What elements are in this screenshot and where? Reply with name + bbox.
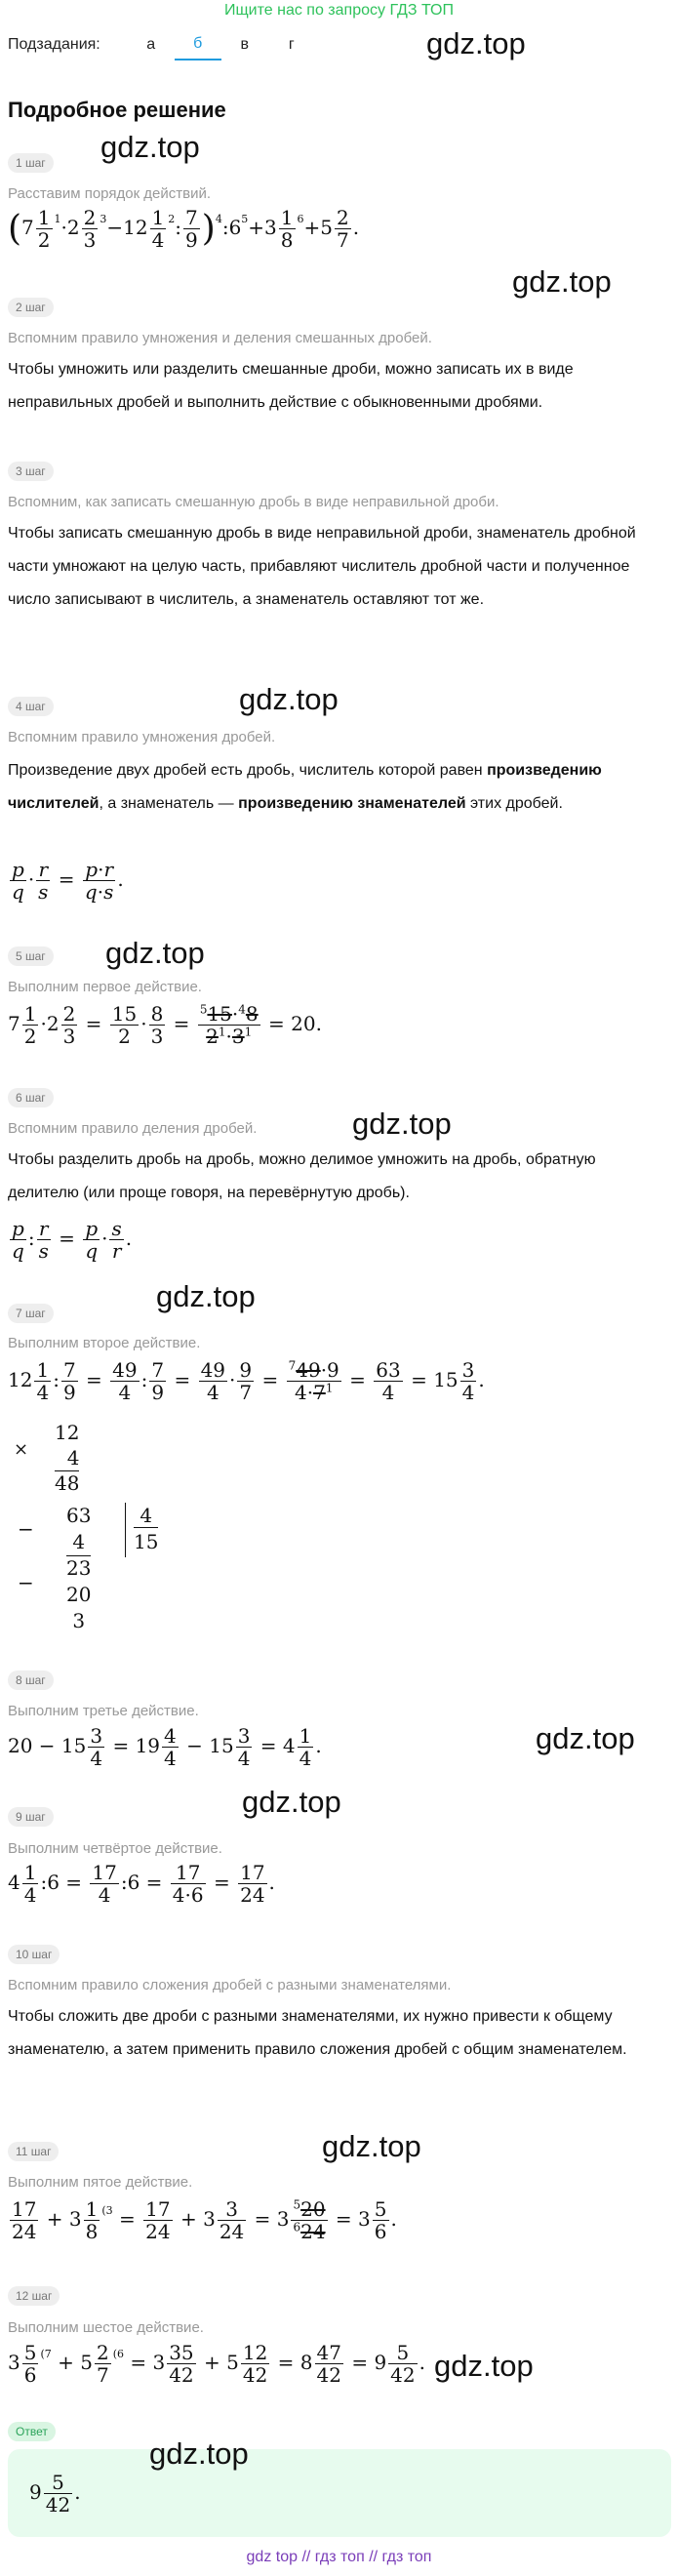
watermark: gdz.top [242, 1785, 341, 1819]
search-promo-link[interactable]: Ищите нас по запросу ГДЗ ТОП [224, 2, 454, 19]
step-note: Выполним второе действие. [8, 1335, 201, 1351]
watermark: gdz.top [156, 1279, 256, 1313]
footer-links[interactable]: gdz top // гдз топ // гдз топ [246, 2549, 432, 2565]
watermark: gdz.top [105, 936, 205, 970]
rule-text-part: , а знаменатель — [99, 795, 239, 812]
watermark: gdz.top [149, 2436, 249, 2471]
step-1-expression: (7 $\frac{1}{2}$ $^1$·2 $\frac{2}{3}$ $^3$−12 $\frac{1}{4}$ $^2$: $\frac{7}{9}$ )$^4:6^5+3$ $\frac{1}{8}$ $^6$+5 $\frac{2}{7}$ . [8, 206, 360, 252]
rule-text [8, 754, 661, 821]
step-badge: 6 шаг [8, 1088, 54, 1107]
rule-text: Чтобы сложить две дроби с разными знаменателями, их нужно привести к общему знаменателю, а затем применить правило сложения дробей с общим знаменателем. [8, 2008, 627, 2058]
formula-divide: $\frac{p}{q}$ : $\frac{r}{s}$ = $\frac{p}{q}$ · $\frac{s}{r}$ . [12, 1217, 133, 1263]
step-badge: 8 шаг [8, 1670, 54, 1690]
step-note: Вспомним правило умножения дробей. [8, 729, 276, 745]
answer-box [8, 2449, 671, 2537]
step-badge: 10 шаг [8, 1945, 60, 1964]
answer-badge: Ответ [8, 2422, 56, 2441]
minus-sign: − [18, 1571, 34, 1594]
rule-text: Чтобы записать смешанную дробь в виде неправильной дроби, знаменатель дробной части умножают на целую часть, прибавляют числитель дробной части и полученное число записывают в числитель, а знаменатель оставляют тот же. [8, 525, 636, 608]
step-badge: 7 шаг [8, 1304, 54, 1323]
tab-v[interactable]: в [240, 36, 249, 53]
watermark: gdz.top [434, 2349, 534, 2383]
rule-text: Чтобы умножить или разделить смешанные дроби, можно записать их в виде неправильных дробей и выполнить действие с обыкновенными дробями. [8, 361, 574, 411]
tab-a[interactable]: а [146, 36, 156, 53]
formula-multiply: $\frac{p}{q}$ · $\frac{r}{s}$ = $\frac{p\cdot r}{q\cdot s}$ . [12, 858, 124, 904]
step-note: Выполним шестое действие. [8, 2319, 204, 2336]
answer-value: 9 $\frac{5}{42}$ . [29, 2471, 81, 2516]
step-5-expression: 7 $\frac{1}{2}$ ·2 $\frac{2}{3}$ = $\frac{15}{2}$ · $\frac{8}{3}$ = $\frac{^515\cdot^48}{2^1\cdot 3^1}$ = 20. [8, 1002, 322, 1048]
column-multiplication: 12 4 48 [55, 1421, 80, 1495]
watermark: gdz.top [100, 130, 200, 164]
step-note: Вспомним правило умножения и деления смешанных дробей. [8, 330, 432, 346]
rule-text-part: этих дробей. [465, 795, 563, 812]
minus-sign: − [18, 1517, 34, 1541]
step-note: Выполним третье действие. [8, 1703, 199, 1719]
step-badge: 4 шаг [8, 697, 54, 716]
rule-text: Чтобы разделить дробь на дробь, можно делимое умножить на дробь, обратную делителю (или проще говоря, на перевёрнутую дробь). [8, 1151, 596, 1201]
step-badge: 1 шаг [8, 153, 54, 173]
step-note: Вспомним правило деления дробей. [8, 1120, 258, 1137]
rule-text-part: Произведение двух дробей есть дробь, числитель которой равен [8, 762, 488, 779]
step-badge: 11 шаг [8, 2142, 59, 2161]
watermark: gdz.top [512, 264, 612, 299]
step-note: Вспомним правило сложения дробей с разными знаменателями. [8, 1977, 452, 1993]
watermark: gdz.top [536, 1721, 635, 1755]
step-note: Расставим порядок действий. [8, 185, 212, 202]
step-badge: 5 шаг [8, 946, 54, 966]
step-badge: 9 шаг [8, 1807, 54, 1827]
watermark: gdz.top [239, 682, 339, 716]
step-badge: 12 шаг [8, 2286, 60, 2306]
step-note: Вспомним, как записать смешанную дробь в виде неправильной дроби. [8, 494, 499, 510]
tab-g[interactable]: г [288, 36, 295, 53]
times-sign: × [14, 1439, 29, 1460]
step-7-expression: 12 $\frac{1}{4}$ : $\frac{7}{9}$ = $\frac{49}{4}$ : $\frac{7}{9}$ = $\frac{49}{4}$ · $\frac{9}{7}$ = $\frac{^749\cdot 9}{4\cdot 7^1}$ = $\frac{63}{4}$ = 15 $\frac{3}{4}$ . [8, 1358, 485, 1404]
page-title: Подробное решение [8, 98, 226, 122]
subtasks-label: Подзадания: [8, 36, 100, 53]
division-divisor: 4 15 [125, 1503, 158, 1557]
step-badge: 2 шаг [8, 298, 54, 317]
rule-bold: произведению числителей [8, 762, 602, 812]
subtasks-bar [8, 27, 315, 62]
step-12-expression: 3 $\frac{5}{6}$ $^{(7}$ + 5 $\frac{2}{7}$ $^{(6}$ = 3 $\frac{35}{42}$ + 5 $\frac{12}{42}$ = 8 $\frac{47}{42}$ = 9 $\frac{5}{42}$ . [8, 2341, 425, 2387]
step-11-expression: $\frac{17}{24}$ + 3 $\frac{1}{8}$ $^{(3}$ = $\frac{17}{24}$ + 3 $\frac{3}{24}$ = 3 $\frac{^520}{^624}$ = 3 $\frac{5}{6}$ . [12, 2197, 397, 2243]
tab-b[interactable]: б [175, 29, 221, 60]
step-8-expression: 20 − 15 $\frac{3}{4}$ = 19 $\frac{4}{4}$ − 15 $\frac{3}{4}$ = 4 $\frac{1}{4}$ . [8, 1724, 322, 1770]
step-note: Выполним четвёртое действие. [8, 1840, 222, 1857]
watermark: gdz.top [322, 2129, 421, 2163]
column-division: 63 4 23 20 3 [66, 1504, 92, 1632]
step-badge: 3 шаг [8, 462, 54, 481]
step-note: Выполним первое действие. [8, 979, 202, 995]
watermark: gdz.top [426, 26, 526, 60]
rule-bold: произведению знаменателей [238, 795, 466, 812]
watermark: gdz.top [352, 1107, 452, 1141]
step-9-expression: 4 $\frac{1}{4}$ :6 = $\frac{17}{4}$ :6 = $\frac{17}{4\cdot 6}$ = $\frac{17}{24}$ . [8, 1861, 275, 1907]
step-note: Выполним пятое действие. [8, 2174, 193, 2191]
